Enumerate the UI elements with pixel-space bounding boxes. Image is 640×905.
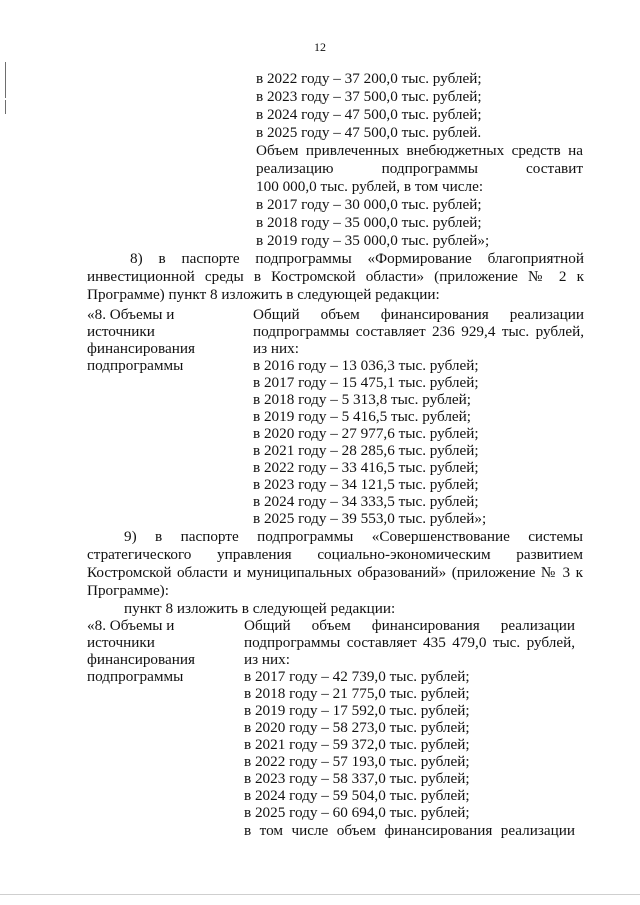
section-label-line: «8. Объемы и	[87, 306, 175, 323]
para-9-line: стратегического управления социально-экономическим развитием	[87, 546, 583, 563]
block-b-line: подпрограммы составляет 236 929,4 тыс. рублей,	[253, 323, 584, 340]
para-9-line: Костромской области и муниципальных образований» (приложение № 3 к	[87, 564, 583, 581]
para-9-line: Программе):	[87, 582, 169, 599]
block-b-line: Общий объем финансирования реализации	[253, 306, 584, 323]
block-a-line: в 2022 году – 37 200,0 тыс. рублей;	[256, 70, 482, 87]
block-a-line: в 2024 году – 47 500,0 тыс. рублей;	[256, 106, 482, 123]
block-b-line: в 2025 году – 39 553,0 тыс. рублей»;	[253, 510, 487, 527]
block-b-line: в 2022 году – 33 416,5 тыс. рублей;	[253, 459, 479, 476]
section-label-line: подпрограммы	[87, 357, 184, 374]
block-a-line: реализацию подпрограммы составит	[256, 160, 583, 177]
block-b-line: в 2019 году – 5 416,5 тыс. рублей;	[253, 408, 471, 425]
block-a-line: 100 000,0 тыс. рублей, в том числе:	[256, 178, 484, 195]
block-c-line: Общий объем финансирования реализации	[244, 617, 575, 634]
block-a-line: в 2019 году – 35 000,0 тыс. рублей»;	[256, 232, 490, 249]
section-label-line: «8. Объемы и	[87, 617, 175, 634]
block-c-line: в 2017 году – 42 739,0 тыс. рублей;	[244, 668, 470, 685]
block-b-line: в 2017 году – 15 475,1 тыс. рублей;	[253, 374, 479, 391]
block-a-line: в 2025 году – 47 500,0 тыс. рублей.	[256, 124, 482, 141]
block-c-line: в 2023 году – 58 337,0 тыс. рублей;	[244, 770, 470, 787]
para-8-line: инвестиционной среды в Костромской области» (приложение № 2 к	[87, 268, 584, 285]
block-c-line: подпрограммы составляет 435 479,0 тыс. рублей,	[244, 634, 575, 651]
block-c-line: в 2020 году – 58 273,0 тыс. рублей;	[244, 719, 470, 736]
block-c-line: в том числе объем финансирования реализации	[244, 822, 575, 839]
block-c-line: в 2021 году – 59 372,0 тыс. рублей;	[244, 736, 470, 753]
block-c-line: из них:	[244, 651, 290, 668]
para-8-line: 8) в паспорте подпрограммы «Формирование благоприятной	[130, 250, 584, 267]
block-a-line: Объем привлеченных внебюджетных средств на	[256, 142, 583, 159]
block-b-line: в 2021 году – 28 285,6 тыс. рублей;	[253, 442, 479, 459]
block-a-line: в 2023 году – 37 500,0 тыс. рублей;	[256, 88, 482, 105]
section-label-line: финансирования	[87, 651, 195, 668]
para-9-line: 9) в паспорте подпрограммы «Совершенствование системы	[124, 528, 583, 545]
block-c-line: в 2019 году – 17 592,0 тыс. рублей;	[244, 702, 470, 719]
section-label-line: финансирования	[87, 340, 195, 357]
block-b-line: в 2016 году – 13 036,3 тыс. рублей;	[253, 357, 479, 374]
scan-edge-mark	[5, 62, 6, 98]
section-label-line: источники	[87, 634, 155, 651]
scan-edge-mark	[5, 100, 6, 114]
block-b-line: из них:	[253, 340, 299, 357]
block-b-line: в 2023 году – 34 121,5 тыс. рублей;	[253, 476, 479, 493]
page-number: 12	[314, 40, 326, 54]
block-b-line: в 2024 году – 34 333,5 тыс. рублей;	[253, 493, 479, 510]
para-8-line: Программе) пункт 8 изложить в следующей редакции:	[87, 286, 440, 303]
section-label-line: источники	[87, 323, 155, 340]
scan-bottom-edge	[0, 894, 640, 895]
para-9-line: пункт 8 изложить в следующей редакции:	[124, 600, 396, 617]
block-a-line: в 2018 году – 35 000,0 тыс. рублей;	[256, 214, 482, 231]
block-c-line: в 2024 году – 59 504,0 тыс. рублей;	[244, 787, 470, 804]
block-c-line: в 2018 году – 21 775,0 тыс. рублей;	[244, 685, 470, 702]
block-b-line: в 2018 году – 5 313,8 тыс. рублей;	[253, 391, 471, 408]
block-c-line: в 2025 году – 60 694,0 тыс. рублей;	[244, 804, 470, 821]
block-c-line: в 2022 году – 57 193,0 тыс. рублей;	[244, 753, 470, 770]
block-b-line: в 2020 году – 27 977,6 тыс. рублей;	[253, 425, 479, 442]
block-a-line: в 2017 году – 30 000,0 тыс. рублей;	[256, 196, 482, 213]
section-label-line: подпрограммы	[87, 668, 184, 685]
